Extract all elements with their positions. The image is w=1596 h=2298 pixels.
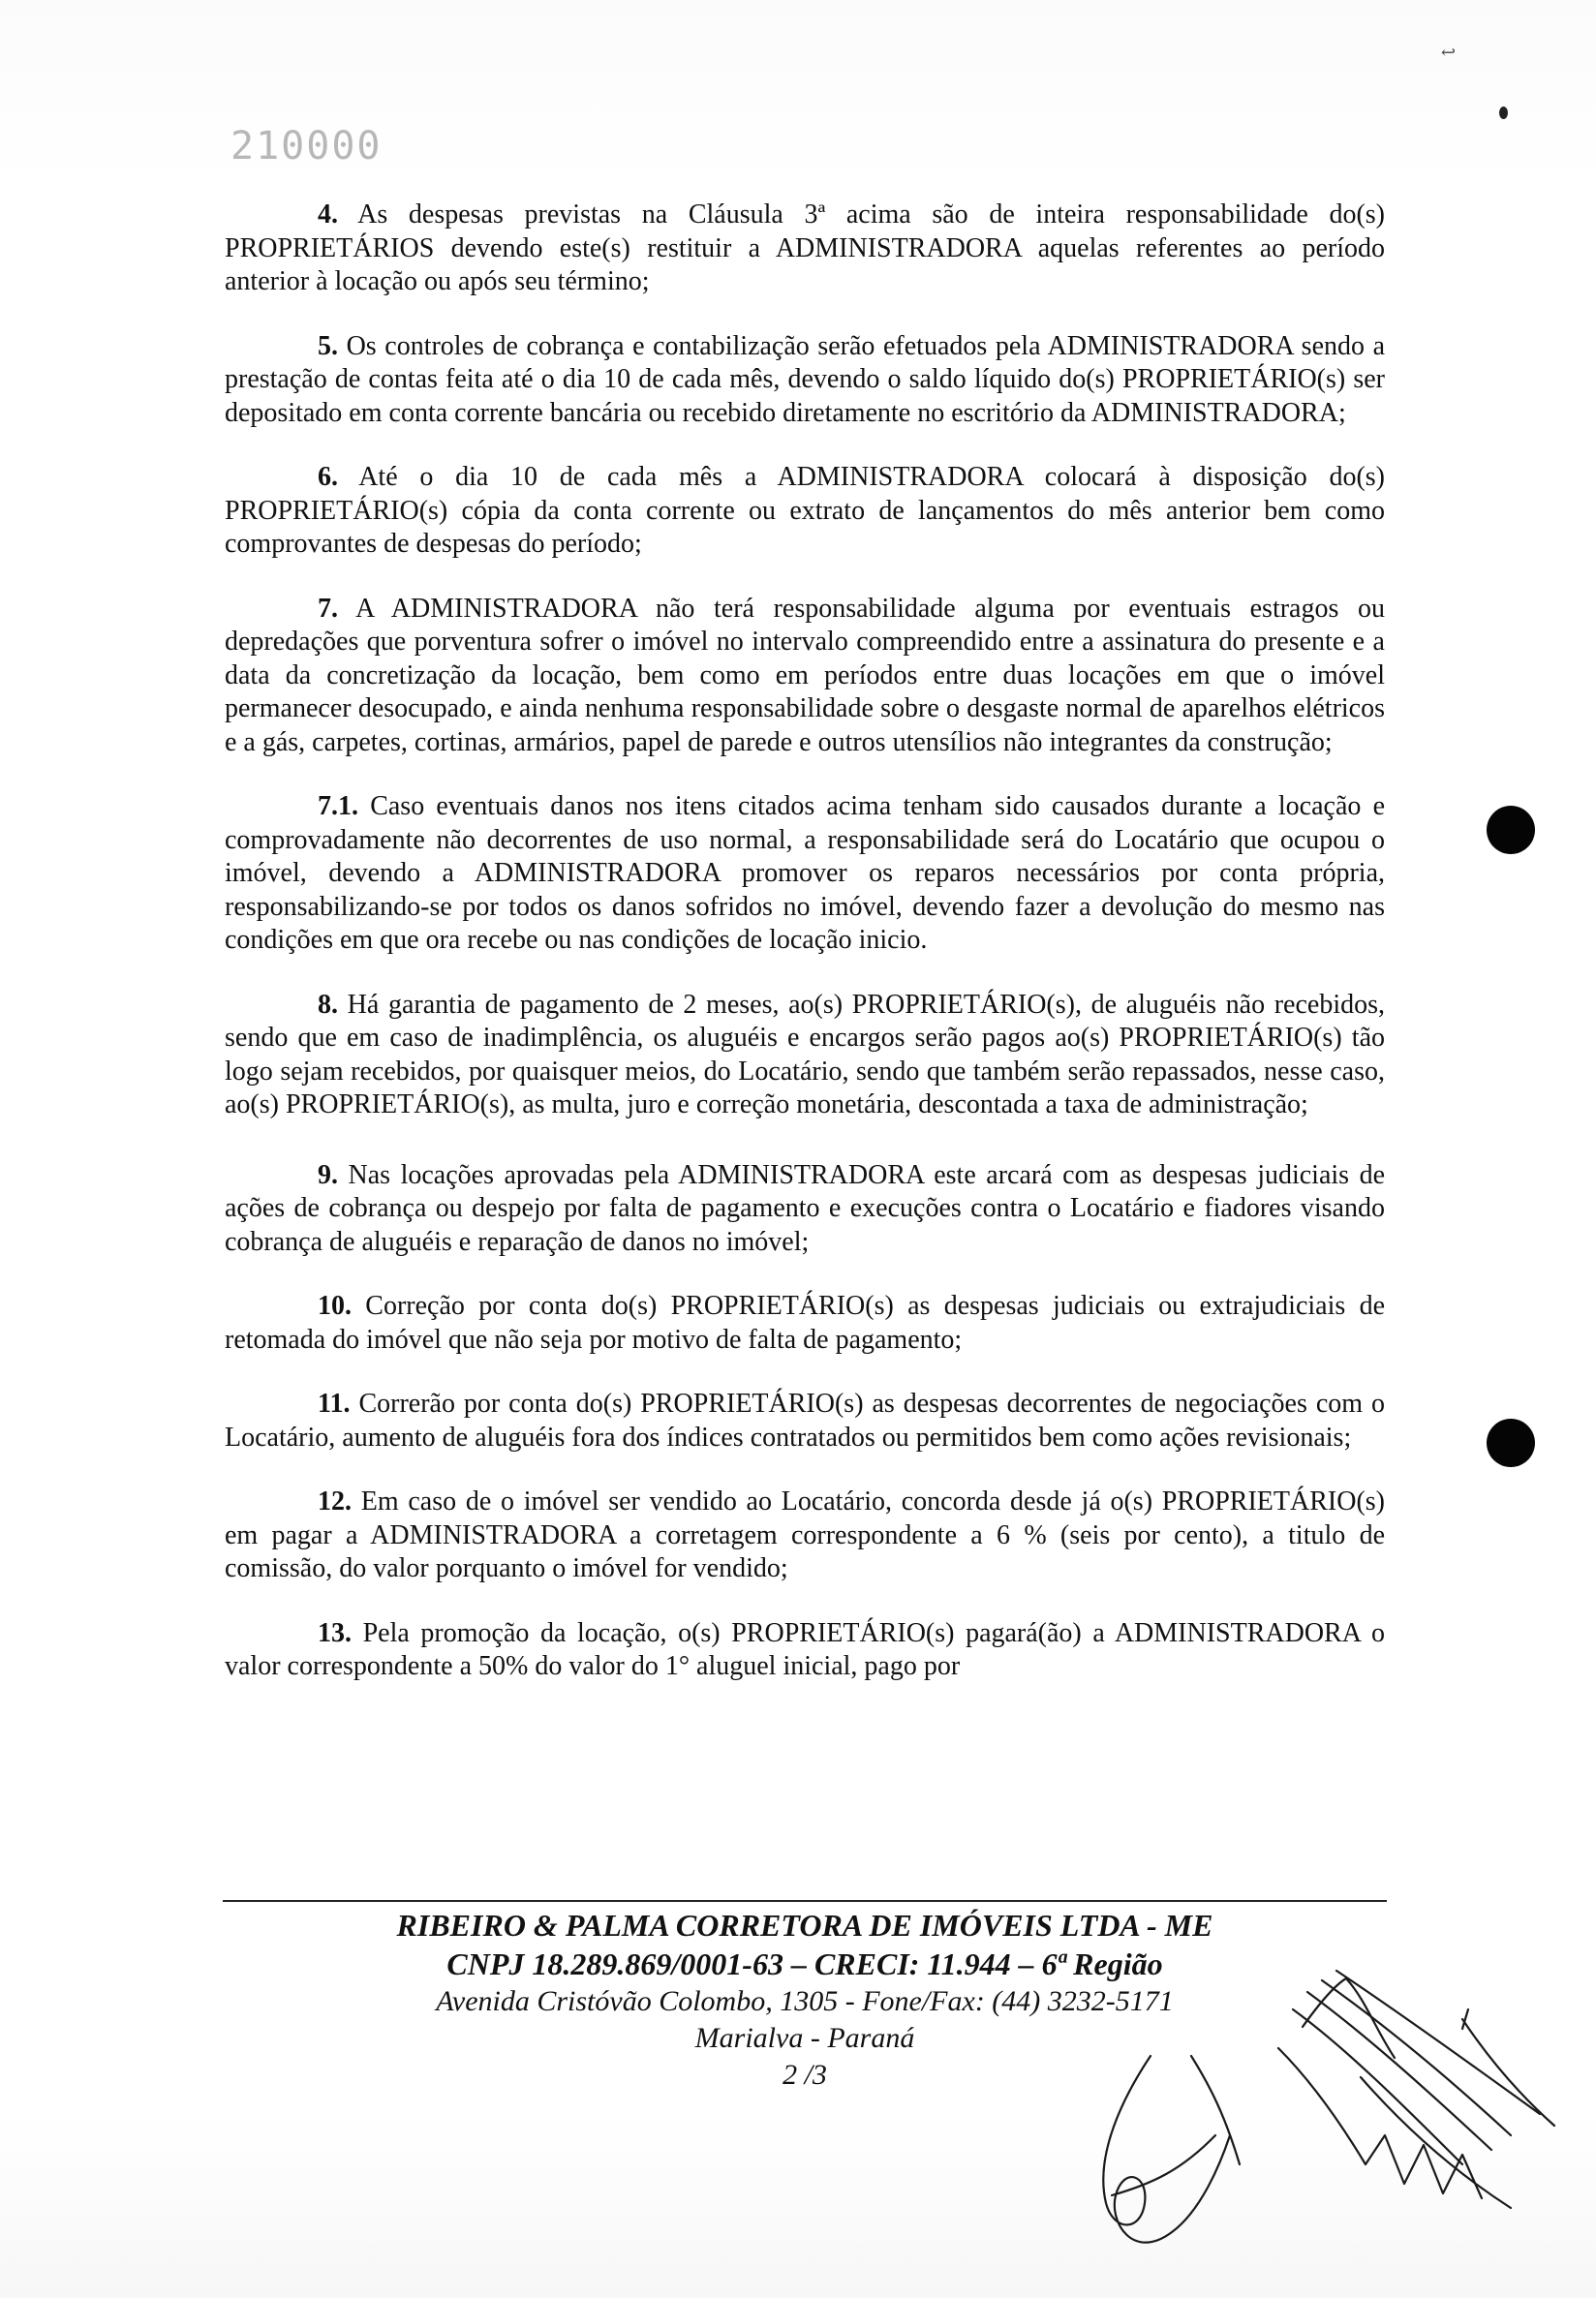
clause-number: 7.1. xyxy=(318,791,358,821)
clause-text: Em caso de o imóvel ser vendido ao Locatário, concorda desde já o(s) PROPRIETÁRIO(s) em pagar a ADMINISTRADORA a corretagem correspondente a 6 % (seis por cento), a titulo de comissão, do valor porquanto o imóvel for vendido; xyxy=(225,1486,1385,1583)
clause-10 xyxy=(225,1290,1385,1357)
page-stamp-number: 210000 xyxy=(230,124,383,169)
clause-5 xyxy=(225,330,1385,431)
page-number: 2 /3 xyxy=(783,2059,827,2091)
clause-number: 6. xyxy=(318,462,338,492)
clause-text: Pela promoção da locação, o(s) PROPRIETÁRIO(s) pagará(ão) a ADMINISTRADORA o valor correspondente a 50% do valor do 1° aluguel inicial, pago por xyxy=(225,1617,1385,1681)
clause-number: 5. xyxy=(318,330,338,361)
clause-12 xyxy=(225,1486,1385,1586)
clause-number: 11. xyxy=(318,1389,351,1419)
corner-mark-icon: ↩ xyxy=(1441,43,1457,62)
clause-number: 9. xyxy=(318,1159,338,1190)
punch-hole-icon xyxy=(1487,806,1535,854)
ink-dot-icon xyxy=(1499,107,1508,119)
clause-8 xyxy=(225,989,1385,1122)
footer-address: Avenida Cristóvão Colombo, 1305 - Fone/Fax: (44) 3232-5171 xyxy=(436,1985,1174,2017)
clause-number: 13. xyxy=(318,1617,352,1648)
clause-text: Nas locações aprovadas pela ADMINISTRADORA este arcará com as despesas judiciais de ações de cobrança ou despejo por falta de pagamento e execuções contra o Locatário e fiadores visando cobrança de aluguéis e reparação de danos no imóvel; xyxy=(225,1159,1386,1257)
footer-city: Marialva - Paraná xyxy=(694,2022,915,2054)
clause-7-1 xyxy=(225,790,1385,958)
clause-text: A ADMINISTRADORA não terá responsabilidade alguma por eventuais estragos ou depredações que porventura sofrer o imóvel no intervalo compreendido entre a assinatura do presente e a data da concretização da locação, bem como em períodos entre duas locações em que o imóvel permanecer desocupado, e ainda nenhuma responsabilidade sobre o desgaste normal de aparelhos elétricos e a gás, carpetes, cortinas, armários, papel de parede e outros utensílios não integrantes da construção; xyxy=(225,593,1385,757)
clause-text: Correção por conta do(s) PROPRIETÁRIO(s) as despesas judiciais ou extrajudiciais de retomada do imóvel que não seja por motivo de falta de pagamento; xyxy=(225,1291,1385,1355)
clause-4 xyxy=(225,199,1385,299)
clause-number: 12. xyxy=(318,1486,352,1517)
clause-number: 4. xyxy=(318,199,338,230)
clause-number: 7. xyxy=(318,593,338,624)
clause-7 xyxy=(225,593,1385,760)
clause-9 xyxy=(225,1159,1385,1260)
clause-text: Correrão por conta do(s) PROPRIETÁRIO(s) as despesas decorrentes de negociações com o Locatário, aumento de aluguéis fora dos índices contratados ou permitidos bem como ações revisionais; xyxy=(225,1389,1386,1453)
footer-registrations: CNPJ 18.289.869/0001-63 – CRECI: 11.944 – 6ª Região xyxy=(446,1946,1163,1981)
clause-text: Os controles de cobrança e contabilização serão efetuados pela ADMINISTRADORA sendo a prestação de contas feita até o dia 10 de cada mês, devendo o saldo líquido do(s) PROPRIETÁRIO(s) ser depositado em conta corrente bancária ou recebido diretamente no escritório da ADMINISTRADORA; xyxy=(225,330,1385,428)
clause-text: Caso eventuais danos nos itens citados acima tenham sido causados durante a locação e comprovadamente não decorrentes de uso normal, a responsabilidade será do Locatário que ocupou o imóvel, devendo a ADMINISTRADORA promover os reparos necessários por conta própria, responsabilizando-se por todos os danos sofridos no imóvel, devendo fazer a devolução do mesmo nas condições em que ora recebe ou nas condições de locação inicio. xyxy=(225,791,1386,955)
clause-text: As despesas previstas na Cláusula 3ª acima são de inteira responsabilidade do(s) PROPRIETÁRIOS devendo este(s) restituir a ADMINISTRADORA aquelas referentes ao período anterior à locação ou após seu término; xyxy=(225,199,1385,296)
clause-number: 10. xyxy=(318,1291,352,1321)
clause-text: Há garantia de pagamento de 2 meses, ao(s) PROPRIETÁRIO(s), de aluguéis não recebidos, sendo que em caso de inadimplência, os aluguéis e encargos serão pagos ao(s) PROPRIETÁRIO(s) tão logo sejam recebidos, por quaisquer meios, do Locatário, sendo que também serão repassados, nesse caso, ao(s) PROPRIETÁRIO(s), as multa, juro e correção monetária, descontada a taxa de administração; xyxy=(225,989,1385,1119)
punch-hole-icon xyxy=(1487,1419,1535,1467)
clause-13 xyxy=(225,1617,1385,1684)
clause-11 xyxy=(225,1388,1385,1455)
clause-text: Até o dia 10 de cada mês a ADMINISTRADORA colocará à disposição do(s) PROPRIETÁRIO(s) cópia da conta corrente ou extrato de lançamentos do mês anterior bem como comprovantes de despesas do período; xyxy=(225,462,1385,559)
clause-number: 8. xyxy=(318,989,338,1020)
clause-6 xyxy=(225,461,1385,562)
handwritten-signature-icon xyxy=(1056,1942,1579,2295)
footer-divider xyxy=(223,1900,1387,1902)
footer-company-name: RIBEIRO & PALMA CORRETORA DE IMÓVEIS LTDA - ME xyxy=(396,1908,1213,1943)
contract-body xyxy=(225,199,1385,1715)
